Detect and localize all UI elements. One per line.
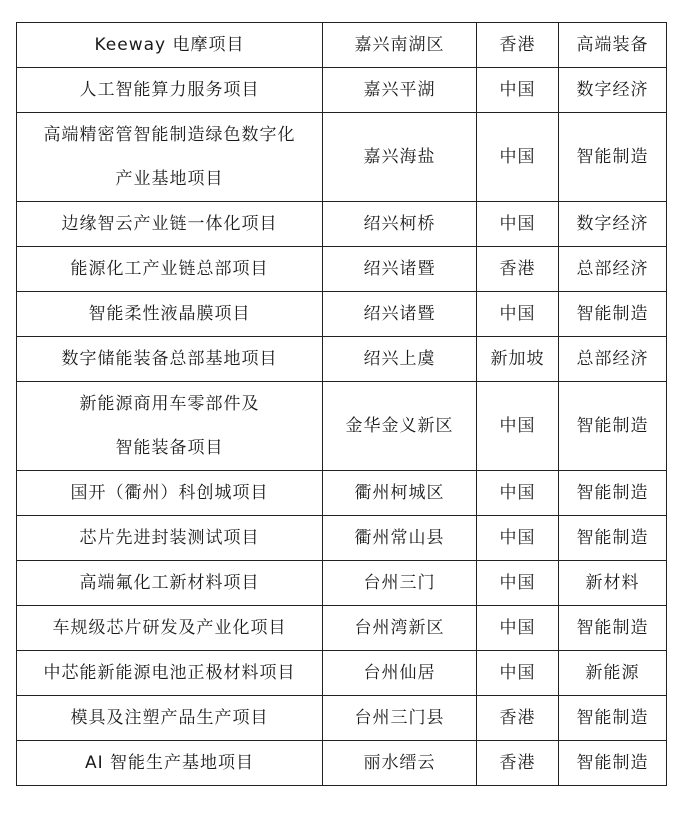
location-cell: 衢州柯城区 <box>323 471 477 516</box>
project-name-line: 人工智能算力服务项目 <box>79 80 260 100</box>
table-row <box>17 292 667 337</box>
location-cell: 台州三门县 <box>323 696 477 741</box>
category-cell: 总部经济 <box>559 247 667 292</box>
project-name-cell <box>17 561 323 606</box>
category-cell: 数字经济 <box>559 68 667 113</box>
location-cell: 绍兴诸暨 <box>323 247 477 292</box>
location-cell: 绍兴上虞 <box>323 337 477 382</box>
project-table-body <box>17 23 667 786</box>
table-row <box>17 382 667 471</box>
project-name-cell <box>17 471 323 516</box>
category-cell: 新材料 <box>559 561 667 606</box>
country-cell: 中国 <box>477 202 559 247</box>
category-cell: 高端装备 <box>559 23 667 68</box>
table-row <box>17 23 667 68</box>
project-name-line: 车规级芯片研发及产业化项目 <box>52 618 287 638</box>
project-name-cell <box>17 68 323 113</box>
location-cell: 嘉兴海盐 <box>323 113 477 202</box>
country-cell: 中国 <box>477 68 559 113</box>
category-cell: 智能制造 <box>559 516 667 561</box>
project-name-line: 芯片先进封装测试项目 <box>79 528 260 548</box>
category-cell: 智能制造 <box>559 113 667 202</box>
table-row <box>17 696 667 741</box>
project-name-cell <box>17 606 323 651</box>
category-cell: 智能制造 <box>559 606 667 651</box>
project-table <box>16 22 667 786</box>
country-cell: 中国 <box>477 113 559 202</box>
project-name-cell <box>17 23 323 68</box>
country-cell: 中国 <box>477 382 559 471</box>
location-cell: 嘉兴南湖区 <box>323 23 477 68</box>
country-cell: 香港 <box>477 696 559 741</box>
country-cell: 香港 <box>477 741 559 786</box>
location-cell: 嘉兴平湖 <box>323 68 477 113</box>
project-name-line: 产业基地项目 <box>115 169 224 189</box>
project-name-line: 智能装备项目 <box>115 438 224 458</box>
project-name-cell <box>17 516 323 561</box>
country-cell: 中国 <box>477 292 559 337</box>
project-name-line: 能源化工产业链总部项目 <box>70 259 269 279</box>
project-name-cell <box>17 202 323 247</box>
location-cell: 绍兴诸暨 <box>323 292 477 337</box>
project-name-line: 数字储能装备总部基地项目 <box>61 349 278 369</box>
country-cell: 新加坡 <box>477 337 559 382</box>
project-name-line: AI 智能生产基地项目 <box>84 753 255 773</box>
location-cell: 丽水缙云 <box>323 741 477 786</box>
table-row <box>17 741 667 786</box>
project-name-line: 新能源商用车零部件及 <box>79 394 260 414</box>
country-cell: 中国 <box>477 606 559 651</box>
project-name-line: 高端氟化工新材料项目 <box>79 573 260 593</box>
project-name-line: Keeway 电摩项目 <box>94 35 245 55</box>
project-name-line: 边缘智云产业链一体化项目 <box>61 214 278 234</box>
project-name-cell <box>17 337 323 382</box>
project-name-cell <box>17 651 323 696</box>
category-cell: 智能制造 <box>559 471 667 516</box>
category-cell: 智能制造 <box>559 292 667 337</box>
table-row <box>17 516 667 561</box>
project-name-line: 中芯能新能源电池正极材料项目 <box>43 663 296 683</box>
location-cell: 台州三门 <box>323 561 477 606</box>
project-name-cell <box>17 696 323 741</box>
country-cell: 中国 <box>477 651 559 696</box>
project-name-line: 国开（衢州）科创城项目 <box>70 483 269 503</box>
table-row <box>17 561 667 606</box>
location-cell: 台州湾新区 <box>323 606 477 651</box>
project-name-cell <box>17 247 323 292</box>
country-cell: 香港 <box>477 247 559 292</box>
category-cell: 数字经济 <box>559 202 667 247</box>
table-row <box>17 247 667 292</box>
location-cell: 金华金义新区 <box>323 382 477 471</box>
table-row <box>17 651 667 696</box>
category-cell: 智能制造 <box>559 741 667 786</box>
project-name-line: 高端精密管智能制造绿色数字化 <box>43 125 296 145</box>
table-row <box>17 606 667 651</box>
project-name-cell <box>17 741 323 786</box>
location-cell: 绍兴柯桥 <box>323 202 477 247</box>
category-cell: 智能制造 <box>559 382 667 471</box>
project-name-line: 模具及注塑产品生产项目 <box>70 708 269 728</box>
country-cell: 香港 <box>477 23 559 68</box>
table-row <box>17 202 667 247</box>
category-cell: 总部经济 <box>559 337 667 382</box>
table-row <box>17 113 667 202</box>
country-cell: 中国 <box>477 471 559 516</box>
country-cell: 中国 <box>477 561 559 606</box>
location-cell: 台州仙居 <box>323 651 477 696</box>
project-name-line: 智能柔性液晶膜项目 <box>88 304 251 324</box>
project-name-cell <box>17 292 323 337</box>
project-name-cell <box>17 382 323 471</box>
table-row <box>17 471 667 516</box>
location-cell: 衢州常山县 <box>323 516 477 561</box>
category-cell: 新能源 <box>559 651 667 696</box>
table-row <box>17 68 667 113</box>
category-cell: 智能制造 <box>559 696 667 741</box>
country-cell: 中国 <box>477 516 559 561</box>
table-row <box>17 337 667 382</box>
project-name-cell <box>17 113 323 202</box>
